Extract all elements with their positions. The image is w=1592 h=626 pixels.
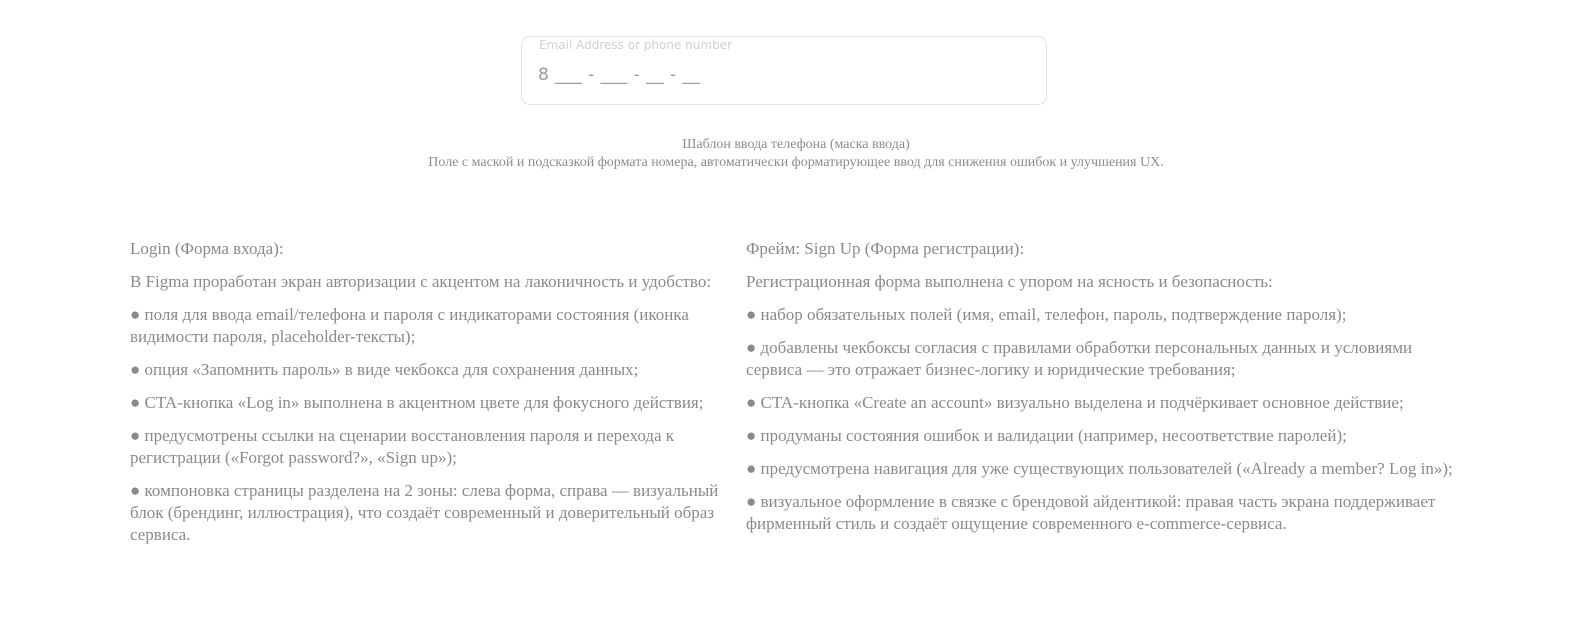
signup-intro: Регистрационная форма выполнена с упором на ясность и безопасность: [746,272,1273,291]
phone-input-label: Email Address or phone number [539,38,733,52]
signup-bullet: ● продуманы состояния ошибок и валидации (например, несоответствие паролей); [746,426,1347,445]
signup-description [746,238,1458,546]
login-description [130,238,742,557]
signup-bullet: ● набор обязательных полей (имя, email, телефон, пароль, подтверждение пароля); [746,305,1347,324]
login-bullet: ● компоновка страницы разделена на 2 зоны: слева форма, справа — визуальный блок (брендинг, иллюстрация), что создаёт современный и доверительный образ сервиса. [130,481,719,544]
mask-caption [0,136,1592,172]
signup-bullet: ● предусмотрена навигация для уже существующих пользователей («Already a member? Log in»); [746,459,1453,478]
mask-caption-title: Шаблон ввода телефона (маска ввода) [682,137,910,152]
phone-input-field[interactable] [521,36,1047,105]
login-bullet: ● предусмотрены ссылки на сценарии восстановления пароля и перехода к регистрации («Forgot password?», «Sign up»); [130,426,675,467]
signup-bullet: ● добавлены чекбоксы согласия с правилами обработки персональных данных и условиями сервиса — это отражает бизнес-логику и юридические требования; [746,338,1413,379]
signup-bullet: ● визуальное оформление в связке с брендовой айдентикой: правая часть экрана поддерживает фирменный стиль и создаёт ощущение современного e-commerce-сервиса. [746,492,1436,533]
signup-heading: Фрейм: Sign Up (Форма регистрации): [746,239,1025,258]
login-bullet: ● поля для ввода email/телефона и пароля с индикаторами состояния (иконка видимости пароля, placeholder-тексты); [130,305,689,346]
login-heading: Login (Форма входа): [130,239,284,258]
mask-caption-description: Поле с маской и подсказкой формата номера, автоматически форматирующее ввод для снижения ошибок и улучшения UX. [428,155,1164,170]
login-bullet: ● CTA-кнопка «Log in» выполнена в акцентном цвете для фокусного действия; [130,393,704,412]
login-bullet: ● опция «Запомнить пароль» в виде чекбокса для сохранения данных; [130,360,639,379]
login-intro: В Figma проработан экран авторизации с акцентом на лаконичность и удобство: [130,272,712,291]
phone-input-mask-value[interactable]: 8 ___ - ___ - __ - __ [538,65,701,85]
signup-bullet: ● CTA-кнопка «Create an account» визуально выделена и подчёркивает основное действие; [746,393,1404,412]
